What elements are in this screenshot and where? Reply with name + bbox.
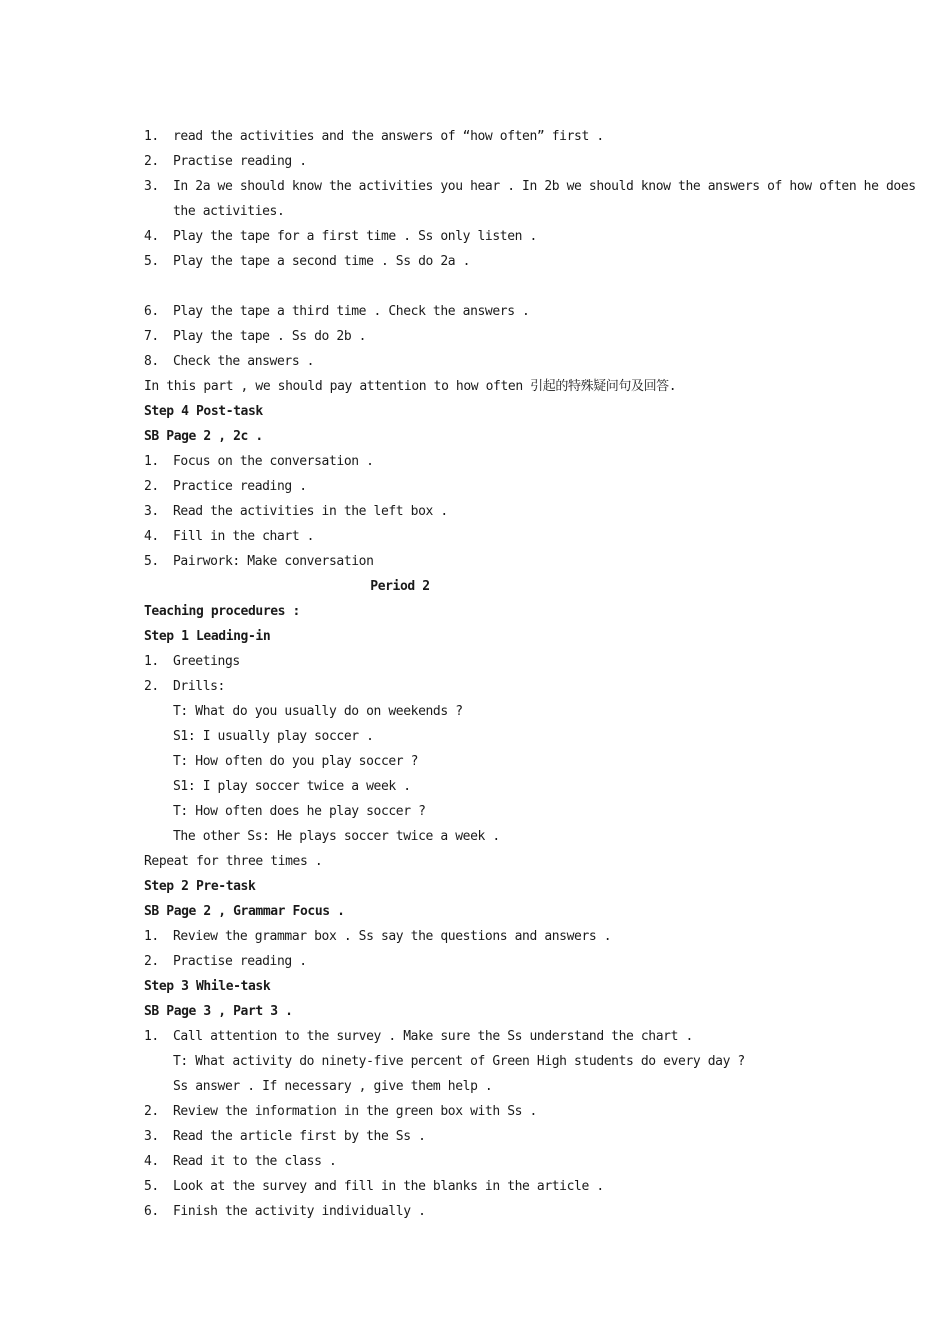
dialogue-line: S1: I usually play soccer . xyxy=(173,729,374,744)
list-item xyxy=(144,499,824,524)
dialogue-line: T: What activity do ninety-five percent of Green High students do every day ? xyxy=(173,1054,745,1069)
list-number: 1. xyxy=(144,929,159,944)
list-number: 2. xyxy=(144,954,159,969)
list-item xyxy=(144,474,824,499)
step-heading: Step 3 While-task xyxy=(144,979,271,994)
list-item xyxy=(144,349,824,374)
list-item xyxy=(144,174,916,199)
list-text: Fill in the chart . xyxy=(173,529,315,544)
list-item xyxy=(144,149,824,174)
list-number: 4. xyxy=(144,1154,159,1169)
list-number: 2. xyxy=(144,679,159,694)
list-text: Practise reading . xyxy=(173,954,307,969)
list-item xyxy=(144,1199,824,1224)
list-item xyxy=(144,924,824,949)
list-item xyxy=(144,649,824,674)
dialogue-line: The other Ss: He plays soccer twice a week . xyxy=(173,829,500,844)
list-number: 1. xyxy=(144,654,159,669)
list-item xyxy=(144,124,824,149)
dialogue-line: Ss answer . If necessary , give them help . xyxy=(173,1079,493,1094)
list-number: 3. xyxy=(144,504,159,519)
list-item xyxy=(144,1024,824,1049)
list-text: Look at the survey and fill in the blanks in the article . xyxy=(173,1179,604,1194)
list-item xyxy=(144,549,824,574)
list-number: 5. xyxy=(144,254,159,269)
list-item xyxy=(144,249,824,274)
instruction-text: Repeat for three times . xyxy=(144,854,323,869)
document-body xyxy=(144,124,916,1224)
list-number: 1. xyxy=(144,454,159,469)
dialogue-line: S1: I play soccer twice a week . xyxy=(173,779,411,794)
list-number: 5. xyxy=(144,554,159,569)
step-heading: Step 4 Post-task xyxy=(144,404,263,419)
list-number: 8. xyxy=(144,354,159,369)
list-text: Review the information in the green box with Ss . xyxy=(173,1104,537,1119)
list-number: 3. xyxy=(144,1129,159,1144)
list-item xyxy=(144,1099,824,1124)
page-reference: SB Page 2 , 2c . xyxy=(144,429,263,444)
list-number: 2. xyxy=(144,479,159,494)
list-item xyxy=(144,324,824,349)
list-number: 6. xyxy=(144,304,159,319)
list-item-continuation: the activities. xyxy=(173,204,285,219)
list-number: 4. xyxy=(144,229,159,244)
list-item xyxy=(144,949,824,974)
dialogue-line: T: What do you usually do on weekends ? xyxy=(173,704,463,719)
page-reference: SB Page 3 , Part 3 . xyxy=(144,1004,293,1019)
list-number: 3. xyxy=(144,179,159,194)
list-text: Review the grammar box . Ss say the questions and answers . xyxy=(173,929,612,944)
step-heading: Step 2 Pre-task xyxy=(144,879,256,894)
list-item xyxy=(144,224,824,249)
list-number: 2. xyxy=(144,154,159,169)
list-text: Drills: xyxy=(173,679,225,694)
list-item xyxy=(144,449,824,474)
list-number: 5. xyxy=(144,1179,159,1194)
list-number: 4. xyxy=(144,529,159,544)
list-text: Call attention to the survey . Make sure the Ss understand the chart . xyxy=(173,1029,693,1044)
section-heading: Teaching procedures : xyxy=(144,604,300,619)
page-reference: SB Page 2 , Grammar Focus . xyxy=(144,904,345,919)
list-item xyxy=(144,1174,824,1199)
list-text: read the activities and the answers of “how often” first . xyxy=(173,129,604,144)
list-number: 2. xyxy=(144,1104,159,1119)
dialogue-line: T: How often do you play soccer ? xyxy=(173,754,419,769)
list-item xyxy=(144,299,824,324)
list-text: Practise reading . xyxy=(173,154,307,169)
list-text: Greetings xyxy=(173,654,240,669)
list-number: 1. xyxy=(144,129,159,144)
list-text: Check the answers . xyxy=(173,354,315,369)
list-text: Play the tape . Ss do 2b . xyxy=(173,329,367,344)
dialogue-line: T: How often does he play soccer ? xyxy=(173,804,426,819)
list-item xyxy=(144,1149,824,1174)
list-text: Read the article first by the Ss . xyxy=(173,1129,426,1144)
step-heading: Step 1 Leading-in xyxy=(144,629,271,644)
list-item xyxy=(144,524,824,549)
list-text: Focus on the conversation . xyxy=(173,454,374,469)
list-text: Play the tape for a first time . Ss only listen . xyxy=(173,229,537,244)
list-text: Read it to the class . xyxy=(173,1154,337,1169)
list-item xyxy=(144,1124,824,1149)
list-item xyxy=(144,674,824,699)
period-title: Period 2 xyxy=(370,579,430,594)
list-number: 7. xyxy=(144,329,159,344)
list-text: Read the activities in the left box . xyxy=(173,504,448,519)
list-number: 6. xyxy=(144,1204,159,1219)
list-text: Practice reading . xyxy=(173,479,307,494)
note-paragraph: In this part , we should pay attention to how often 引起的特殊疑问句及回答. xyxy=(144,379,677,394)
list-text: Finish the activity individually . xyxy=(173,1204,426,1219)
list-text: In 2a we should know the activities you hear . In 2b we should know the answers of how often he does xyxy=(173,179,916,194)
list-number: 1. xyxy=(144,1029,159,1044)
blank-line xyxy=(144,274,824,299)
list-text: Play the tape a third time . Check the answers . xyxy=(173,304,530,319)
list-text: Pairwork: Make conversation xyxy=(173,554,374,569)
list-text: Play the tape a second time . Ss do 2a . xyxy=(173,254,471,269)
